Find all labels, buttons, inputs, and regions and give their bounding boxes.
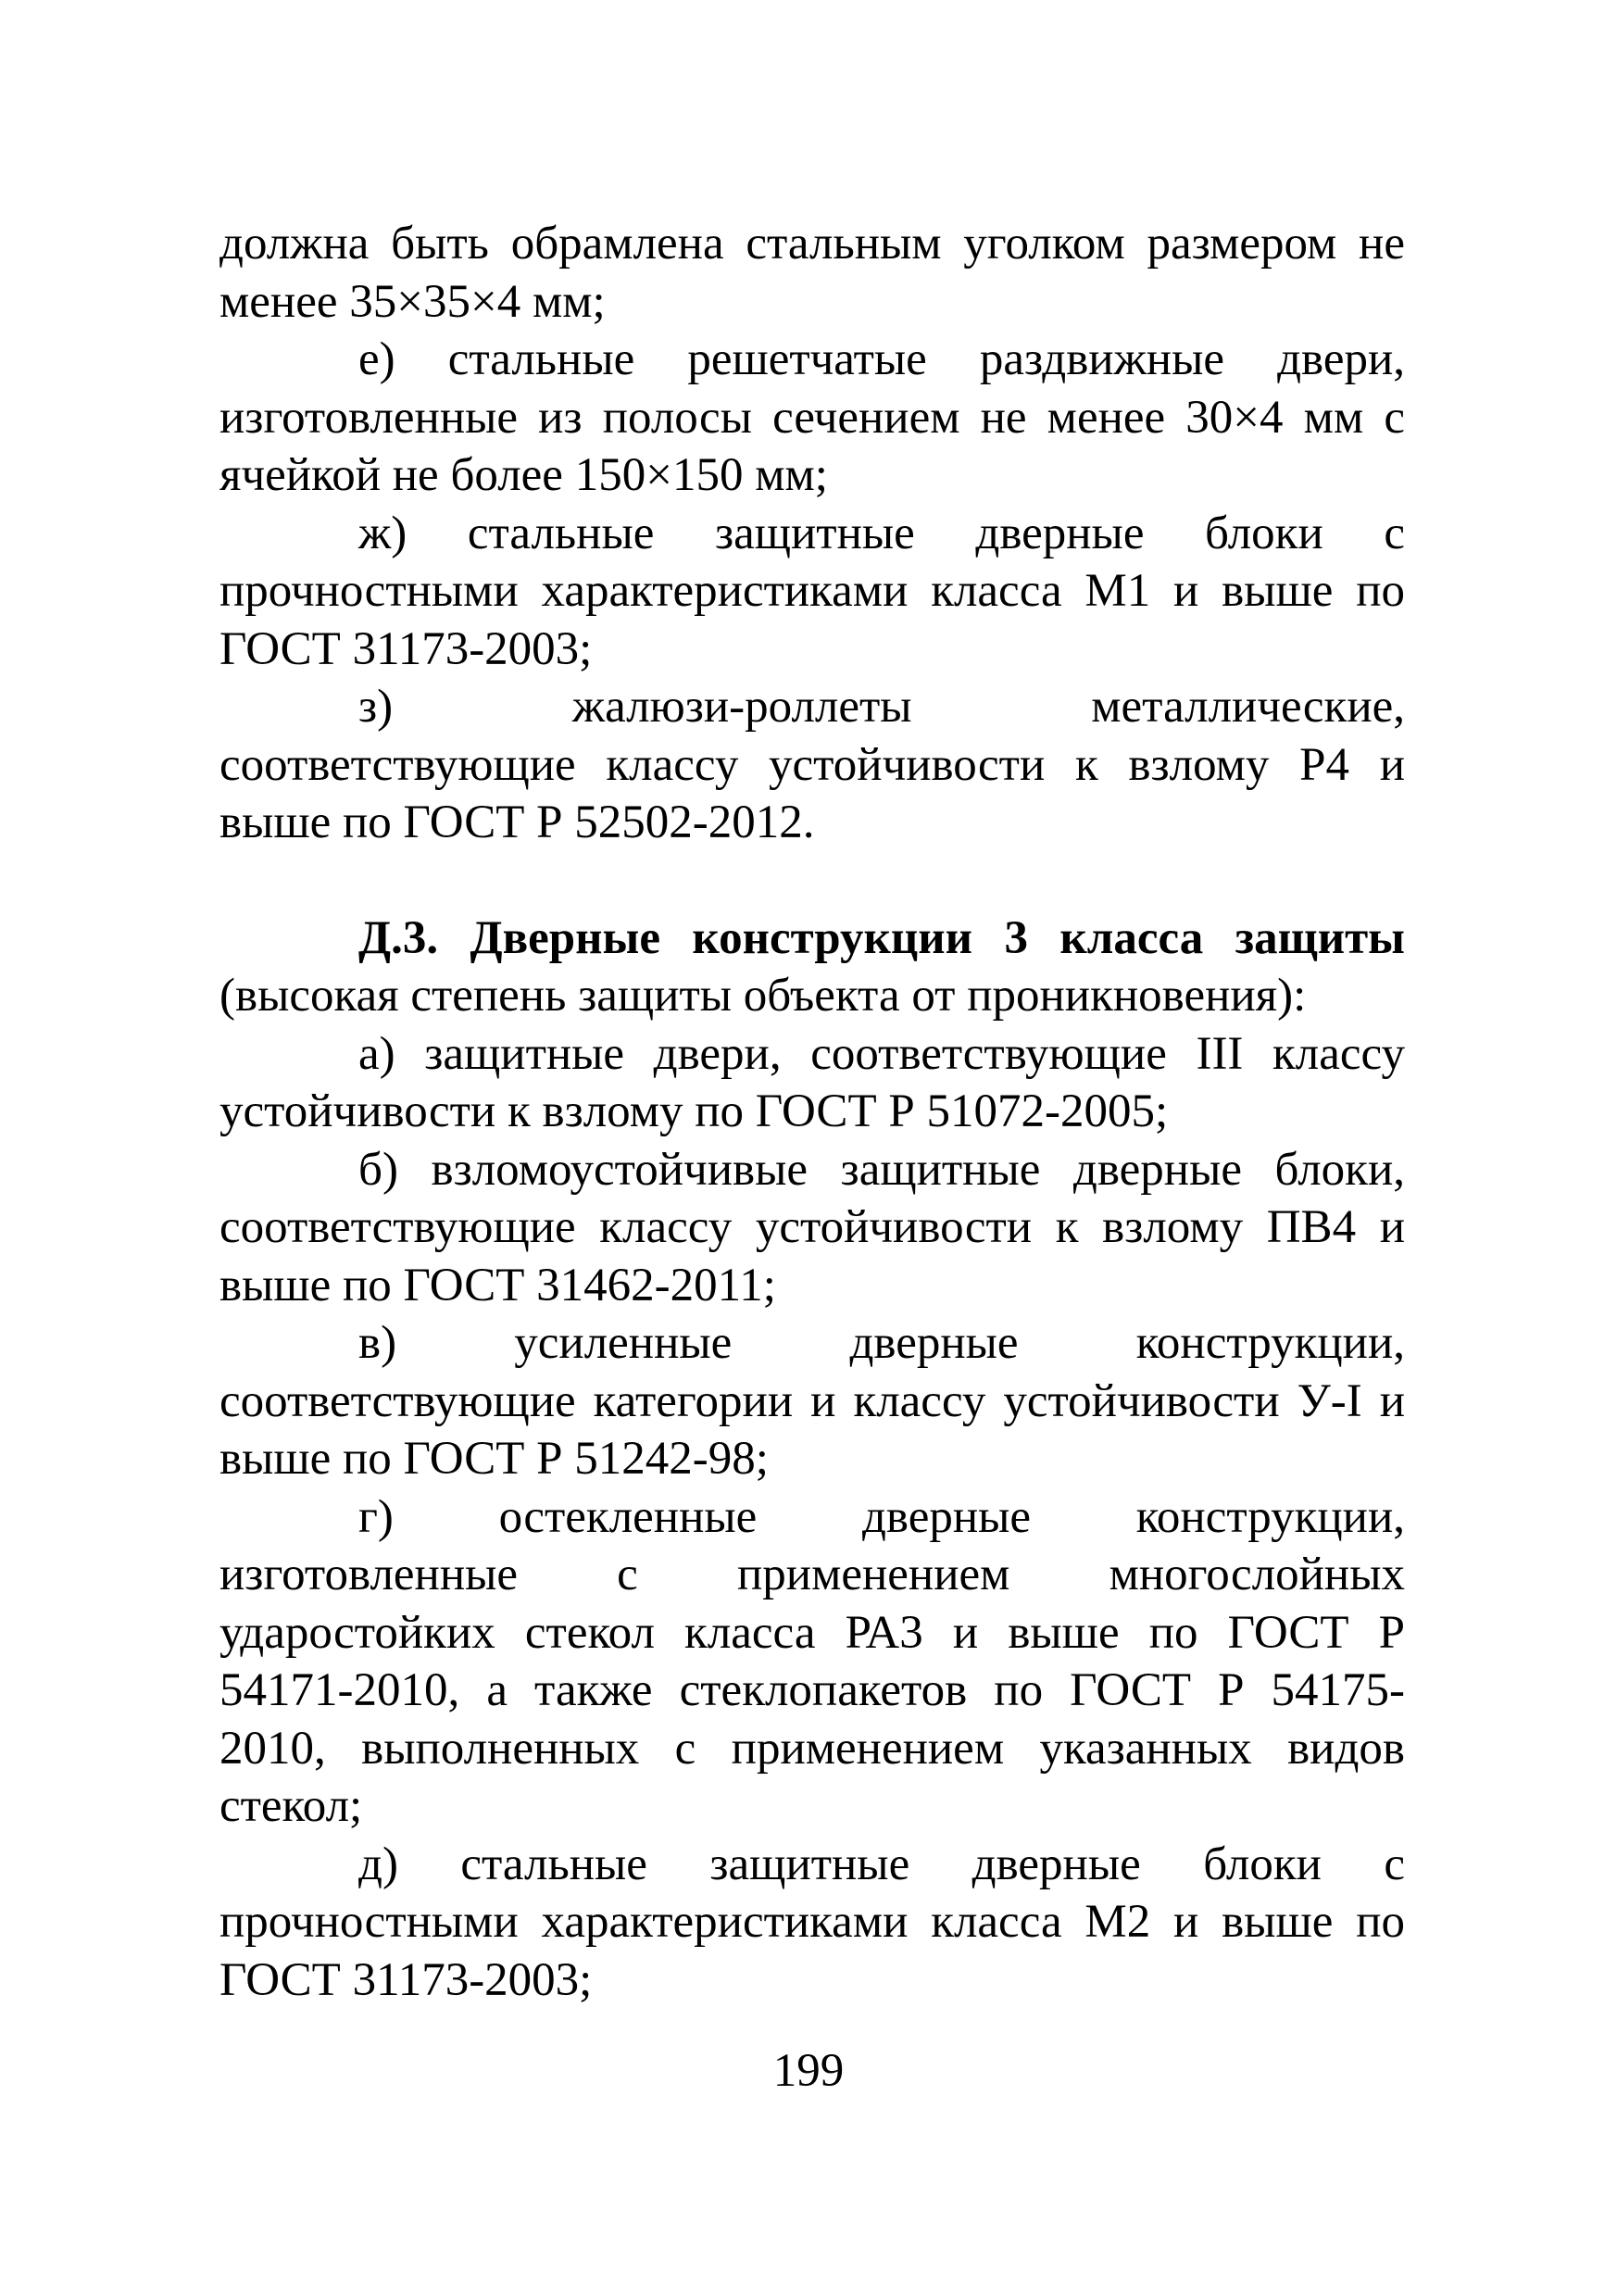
list-item-v: в) усиленные дверные конструкции, соответствующие категории и классу устойчивости У-I и выше по ГОСТ Р 51242-98; — [219, 1317, 1405, 1485]
section-spacer — [219, 852, 1405, 910]
section-subheading: (высокая степень защиты объекта от проникновения): — [219, 970, 1307, 1022]
continuation-paragraph: должна быть обрамлена стальным уголком размером не менее 35×35×4 мм; — [219, 218, 1405, 328]
list-item-zh: ж) стальные защитные дверные блоки с прочностными характеристиками класса М1 и выше по ГОСТ 31173-2003; — [219, 507, 1405, 675]
section-heading: Д.3. Дверные конструкции 3 класса защиты — [358, 911, 1405, 964]
list-item-g: г) остекленные дверные конструкции, изготовленные с применением многослойных ударостойких стекол класса РА3 и выше по ГОСТ Р 54171-2010, а также стеклопакетов по ГОСТ Р 54175-2010, выполненных с применением указанных видов стекол; — [219, 1490, 1405, 1832]
body-text — [219, 215, 1405, 2009]
list-item-a: а) защитные двери, соответствующие III классу устойчивости к взлому по ГОСТ Р 51072-2005; — [219, 1027, 1405, 1137]
list-item-z: з) жалюзи-роллеты металлические, соответствующие классу устойчивости к взлому Р4 и выше по ГОСТ Р 52502-2012. — [219, 681, 1405, 848]
list-item-d: д) стальные защитные дверные блоки с прочностными характеристиками класса М2 и выше по ГОСТ 31173-2003; — [219, 1838, 1405, 2006]
list-item-e: е) стальные решетчатые раздвижные двери, изготовленные из полосы сечением не менее 30×4 мм с ячейкой не более 150×150 мм; — [219, 333, 1405, 501]
section-heading-paragraph — [219, 910, 1405, 1025]
list-item-b: б) взломоустойчивые защитные дверные блоки, соответствующие классу устойчивости к взлому ПВ4 и выше по ГОСТ 31462-2011; — [219, 1143, 1405, 1311]
page-number: 199 — [772, 2045, 845, 2097]
